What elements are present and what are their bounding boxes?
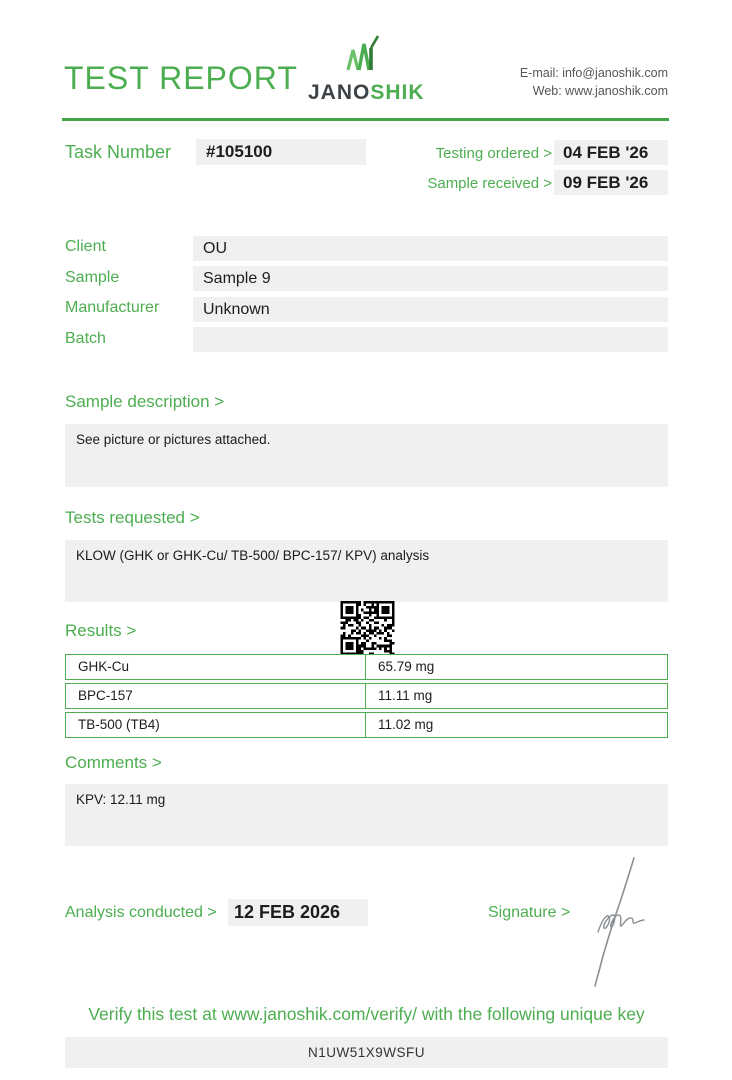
comments-box: KPV: 12.11 mg <box>65 784 668 846</box>
analysis-conducted-label: Analysis conducted > <box>65 904 217 921</box>
client-label: Client <box>65 238 106 255</box>
batch-value <box>193 327 668 352</box>
signature-image <box>578 852 654 990</box>
task-number-label: Task Number <box>65 142 172 162</box>
sample-value: Sample 9 <box>193 266 668 291</box>
comments-heading: Comments > <box>65 753 162 772</box>
result-name: GHK-Cu <box>66 655 366 679</box>
header-divider <box>62 118 669 121</box>
sample-description-box: See picture or pictures attached. <box>65 424 668 487</box>
page-title: TEST REPORT <box>64 60 298 96</box>
tests-requested-box: KLOW (GHK or GHK-Cu/ TB-500/ BPC-157/ KPV) analysis <box>65 540 668 602</box>
unique-key-value: N1UW51X9WSFU <box>65 1037 668 1068</box>
result-value: 11.11 mg <box>378 688 433 703</box>
logo-text-jano: JANO <box>308 81 371 104</box>
results-table <box>65 654 668 741</box>
table-row <box>65 683 668 709</box>
contact-block <box>520 64 668 100</box>
analysis-date-value: 12 FEB 2026 <box>228 899 368 926</box>
results-heading: Results > <box>65 621 137 640</box>
result-name: BPC-157 <box>66 684 366 708</box>
contact-email: E-mail: info@janoshik.com <box>519 66 668 80</box>
sample-description-heading: Sample description > <box>65 392 225 411</box>
janoshik-logo <box>308 34 424 105</box>
logo-chart-icon <box>340 61 392 78</box>
batch-label: Batch <box>65 330 106 347</box>
tests-requested-heading: Tests requested > <box>65 508 200 527</box>
signature-label: Signature > <box>488 904 571 921</box>
manufacturer-value: Unknown <box>193 297 668 322</box>
sample-label: Sample <box>65 269 120 286</box>
logo-wordmark <box>308 81 424 105</box>
task-number-value: #105100 <box>196 139 366 165</box>
testing-ordered-label: Testing ordered > <box>435 145 552 162</box>
table-row <box>65 712 668 738</box>
table-row <box>65 654 668 680</box>
result-name: TB-500 (TB4) <box>66 713 366 737</box>
logo-text-shik: SHIK <box>370 81 425 104</box>
result-value: 65.79 mg <box>378 659 435 674</box>
sample-received-value: 09 FEB '26 <box>554 170 668 195</box>
testing-ordered-value: 04 FEB '26 <box>554 140 668 165</box>
client-value: OU <box>193 236 668 261</box>
contact-web: Web: www.janoshik.com <box>532 84 668 99</box>
sample-received-label: Sample received > <box>427 175 552 192</box>
manufacturer-label: Manufacturer <box>65 299 160 316</box>
verify-text: Verify this test at www.janoshik.com/verify/ with the following unique key <box>88 1004 645 1024</box>
result-value: 11.02 mg <box>378 717 434 732</box>
qr-code <box>339 601 396 655</box>
